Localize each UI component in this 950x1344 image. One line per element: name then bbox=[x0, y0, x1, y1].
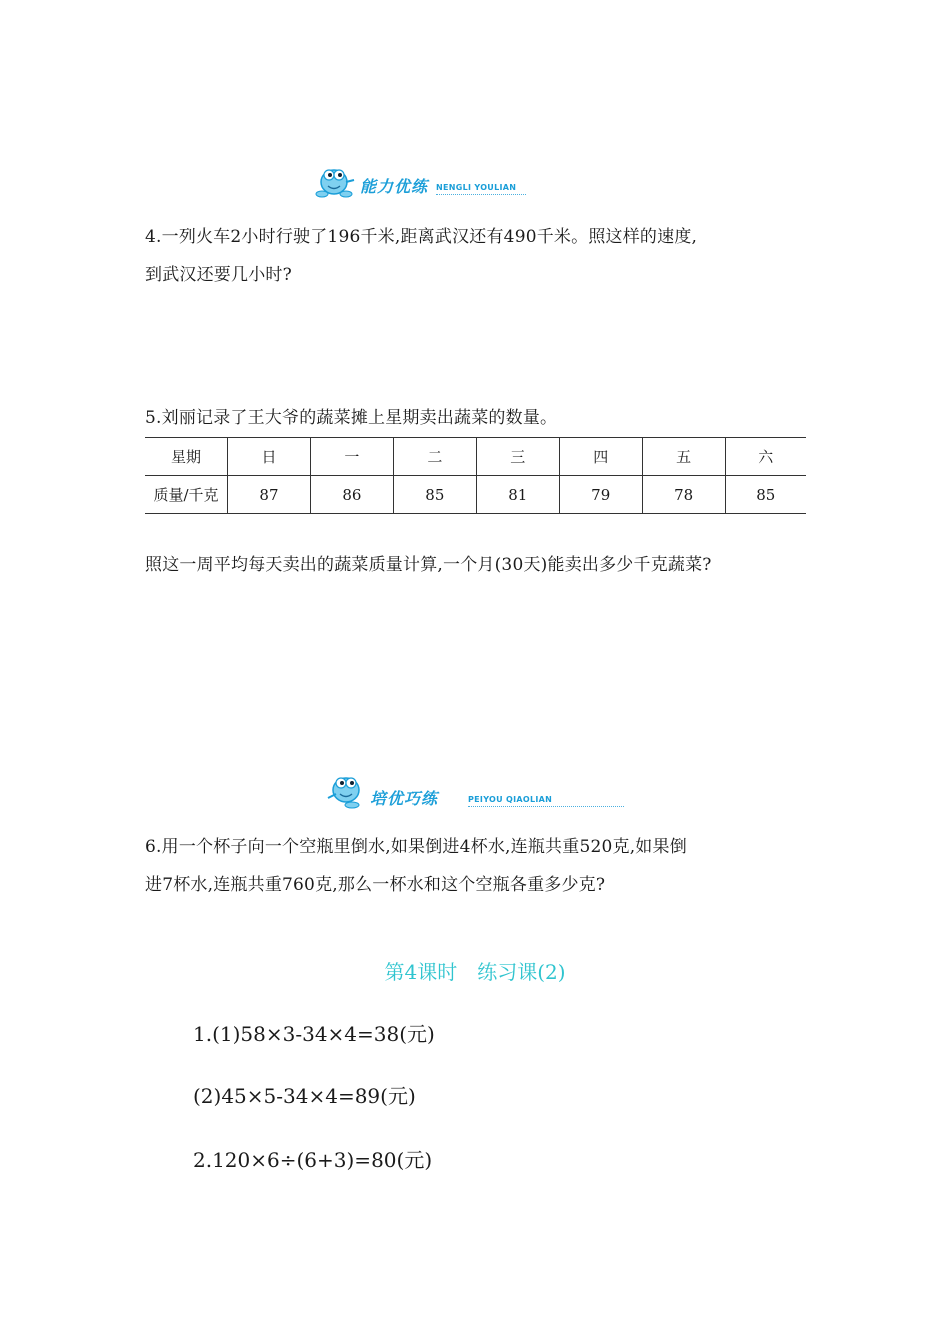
table-cell: 85 bbox=[393, 476, 476, 514]
vegetable-sales-table bbox=[145, 437, 806, 514]
lesson-title: 第4课时 练习课(2) bbox=[384, 960, 566, 984]
banner-dotted-line bbox=[436, 194, 526, 195]
banner-title: 能力优练 bbox=[360, 177, 429, 196]
banner-subtitle: PEIYOU QIAOLIAN bbox=[468, 795, 553, 804]
question-6-line-1: 6.用一个杯子向一个空瓶里倒水,如果倒进4杯水,连瓶共重520克,如果倒 bbox=[145, 837, 687, 857]
table-header-cell: 一 bbox=[310, 438, 393, 476]
question-6-line-2: 进7杯水,连瓶共重760克,那么一杯水和这个空瓶各重多少克? bbox=[145, 875, 606, 895]
table-header-cell: 日 bbox=[228, 438, 311, 476]
table-cell: 79 bbox=[559, 476, 642, 514]
banner-dotted-line bbox=[468, 806, 624, 807]
table-header-cell: 星期 bbox=[145, 438, 228, 476]
table-row bbox=[145, 438, 806, 476]
table-cell: 85 bbox=[725, 476, 806, 514]
table-cell: 81 bbox=[476, 476, 559, 514]
table-cell: 78 bbox=[642, 476, 725, 514]
question-5-question: 照这一周平均每天卖出的蔬菜质量计算,一个月(30天)能卖出多少千克蔬菜? bbox=[145, 555, 712, 575]
question-4 bbox=[145, 222, 815, 291]
table-cell: 质量/千克 bbox=[145, 476, 228, 514]
answer-2: (2)45×5-34×4=89(元) bbox=[193, 1084, 416, 1108]
banner-subtitle: NENGLI YOULIAN bbox=[436, 183, 517, 192]
table-header-cell: 五 bbox=[642, 438, 725, 476]
banner-title: 培优巧练 bbox=[370, 789, 439, 808]
table-row bbox=[145, 476, 806, 514]
table-cell: 87 bbox=[228, 476, 311, 514]
table-cell: 86 bbox=[310, 476, 393, 514]
question-5-intro: 5.刘丽记录了王大爷的蔬菜摊上星期卖出蔬菜的数量。 bbox=[145, 408, 558, 428]
section-banner-peiyou bbox=[322, 770, 632, 810]
mascot-icon bbox=[322, 770, 368, 810]
table-header-cell: 三 bbox=[476, 438, 559, 476]
question-4-line-1: 4.一列火车2小时行驶了196千米,距离武汉还有490千米。照这样的速度, bbox=[145, 227, 698, 247]
table-header-cell: 四 bbox=[559, 438, 642, 476]
question-4-line-2: 到武汉还要几小时? bbox=[145, 265, 292, 285]
answer-3: 2.120×6÷(6+3)=80(元) bbox=[193, 1148, 433, 1172]
section-banner-nengli bbox=[310, 160, 530, 200]
table-header-cell: 二 bbox=[393, 438, 476, 476]
mascot-icon bbox=[310, 160, 356, 200]
question-6 bbox=[145, 832, 815, 901]
answer-1: 1.(1)58×3-34×4=38(元) bbox=[193, 1022, 435, 1046]
table-header-cell: 六 bbox=[725, 438, 806, 476]
